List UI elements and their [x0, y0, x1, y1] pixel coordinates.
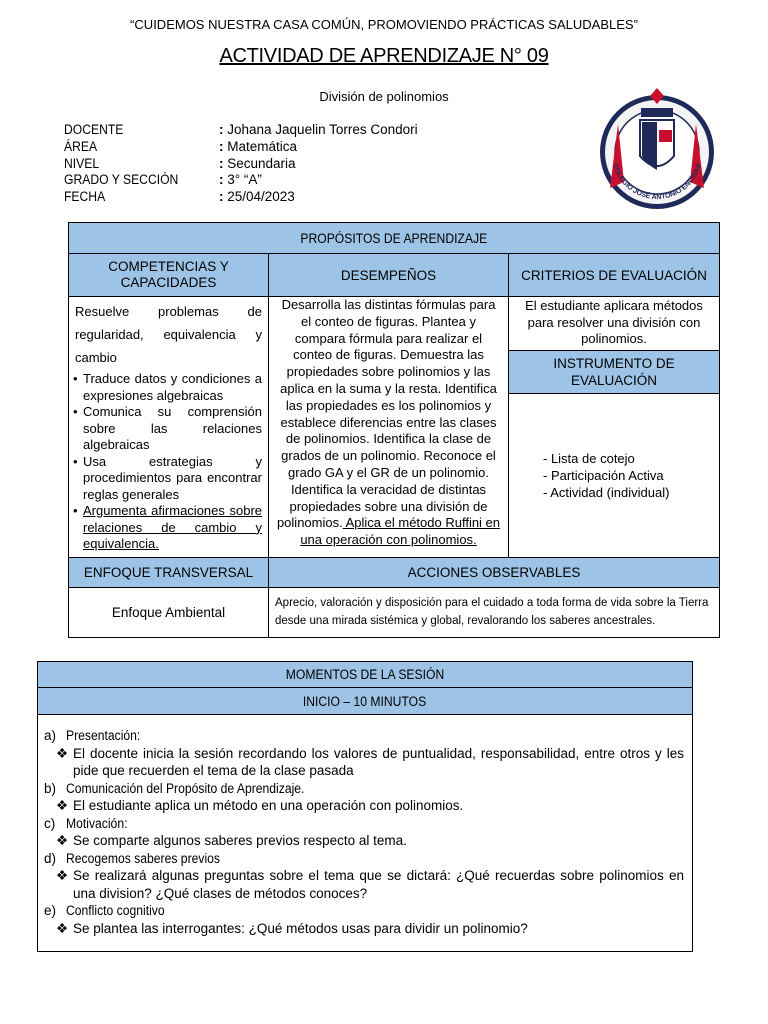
capacity-item: • Comunica su comprensión sobre las relaciones algebraicas	[75, 404, 262, 454]
info-value: : 25/04/2023	[219, 189, 295, 206]
instrument-item: - Participación Activa	[543, 467, 664, 483]
session-phase: INICIO – 10 MINUTOS	[38, 688, 693, 715]
actions-header: ACCIONES OBSERVABLES	[269, 557, 720, 587]
svg-text:COLEGIO JOSÉ ANTONIO ENCINAS: COLEGIO JOSÉ ANTONIO ENCINAS	[611, 162, 703, 202]
document-motto: “CUIDEMOS NUESTRA CASA COMÚN, PROMOVIENDO PRÁCTICAS SALUDABLES”	[130, 17, 638, 32]
performances-cell	[269, 297, 509, 558]
info-label: FECHA	[64, 189, 106, 205]
diamond-bullet-icon: ❖	[56, 868, 69, 883]
section-item: ❖ El docente inicia la sesión recordando los valores de puntualidad, responsabilidad, entre otros y les pide que recuerden el tema de la clase pasada	[44, 745, 684, 780]
info-value: : Secundaria	[219, 156, 296, 173]
info-row	[64, 139, 418, 156]
competencies-header: COMPETENCIAS Y CAPACIDADES	[69, 254, 269, 297]
section-item: ❖ Se realizará algunas preguntas sobre el tema que se dictará: ¿Qué recuerdas sobre polinomios en una division? ¿Qué clases de métodos conoces?	[44, 867, 684, 902]
diamond-bullet-icon: ❖	[56, 833, 69, 848]
criteria-cell: El estudiante aplicara métodos para resolver una división con polinomios.	[509, 297, 720, 351]
instrument-list	[509, 450, 719, 501]
actions-value: Aprecio, valoración y disposición para el cuidado a toda forma de vida sobre la Tierra desde una mirada sistémica y global, revalorando los saberes ancestrales.	[269, 587, 720, 637]
section-heading: c) Motivación:	[44, 815, 128, 831]
purposes-table	[68, 222, 720, 638]
section-heading: e) Conflicto cognitivo	[44, 903, 165, 918]
info-value: : 3° “A”	[219, 172, 262, 189]
section-heading: b) Comunicación del Propósito de Aprendizaje.	[44, 780, 305, 796]
info-row	[64, 156, 418, 173]
capacity-item: • Usa estrategias y procedimientos para encontrar reglas generales	[75, 454, 262, 504]
teacher-info	[64, 122, 418, 206]
instrument-header: INSTRUMENTO DE EVALUACIÓN	[509, 350, 720, 393]
info-value: : Matemática	[219, 139, 297, 156]
document-title: ACTIVIDAD DE APRENDIZAJE N° 09	[219, 45, 549, 67]
section-heading: d) Recogemos saberes previos	[44, 850, 220, 866]
performances-text: Desarrolla las distintas fórmulas para el conteo de figuras. Plantea y compara fórmula para realizar el conteo de figuras. Demuestra las propiedades sobre polinomios y las aplica en la suma y la resta. Identifica las propiedades es los polinomios y establece diferencias entre las clases de polinomios. Identifica la clase de grados de un polinomio. Reconoce el grado GA y el GR de un polinomio. Identifica la veracidad de distintas propiedades sobre una división de polinomios.	[276, 297, 497, 531]
section-heading: a) Presentación:	[44, 728, 141, 743]
section-item: ❖ Se plantea las interrogantes: ¿Qué métodos usas para dividir un polinomio?	[44, 920, 684, 938]
info-row	[64, 189, 418, 206]
document-subtitle: División de polinomios	[319, 89, 449, 104]
instrument-cell	[509, 394, 720, 557]
instrument-item: - Actividad (individual)	[543, 484, 670, 500]
capacity-item: • Argumenta afirmaciones sobre relaciones de cambio y equivalencia.	[75, 503, 262, 553]
session-moments	[38, 715, 693, 952]
info-value: : Johana Jaquelin Torres Condori	[219, 122, 418, 139]
info-label: GRADO Y SECCIÓN	[64, 172, 179, 188]
diamond-bullet-icon: ❖	[56, 798, 69, 813]
instrument-item: - Lista de cotejo	[543, 450, 635, 466]
session-title: MOMENTOS DE LA SESIÓN	[38, 662, 693, 688]
info-label: NIVEL	[64, 155, 100, 171]
purposes-title: PROPÓSITOS DE APRENDIZAJE	[69, 223, 720, 254]
info-row	[64, 122, 418, 139]
diamond-bullet-icon: ❖	[56, 745, 69, 761]
diamond-bullet-icon: ❖	[56, 920, 69, 936]
info-row	[64, 172, 418, 189]
performances-header: DESEMPEÑOS	[269, 254, 509, 297]
transversal-header: ENFOQUE TRANSVERSAL	[69, 557, 269, 587]
criteria-header: CRITERIOS DE EVALUACIÓN	[509, 254, 720, 297]
section-item: ❖ El estudiante aplica un método en una operación con polinomios.	[44, 797, 684, 815]
school-crest-logo	[596, 84, 718, 212]
info-label: ÁREA	[64, 138, 98, 154]
capacity-item: • Traduce datos y condiciones a expresiones algebraicas	[75, 371, 262, 404]
session-table	[37, 661, 693, 952]
capacities-list	[75, 371, 262, 553]
info-label: DOCENTE	[64, 122, 124, 137]
transversal-value: Enfoque Ambiental	[69, 587, 269, 637]
performances-underlined: Aplica el método Ruffini en una operación con polinomios.	[300, 515, 501, 548]
competencies-cell	[69, 297, 269, 558]
section-item: ❖ Se comparte algunos saberes previos respecto al tema.	[44, 832, 684, 850]
competency-heading: Resuelve problemas de regularidad, equivalencia y cambio	[75, 304, 262, 365]
